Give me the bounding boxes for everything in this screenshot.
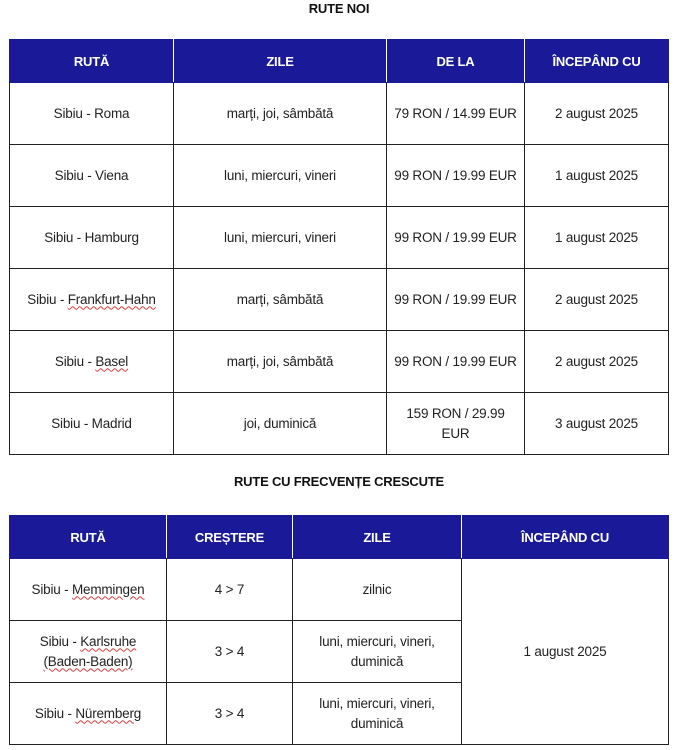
new-routes-table	[9, 39, 669, 455]
route-cell	[10, 559, 167, 621]
table-row	[10, 207, 669, 269]
column-header-growth: CREȘTERE	[167, 516, 293, 559]
days-cell: marți, sâmbătă	[174, 269, 387, 331]
route-destination: Karlsruhe	[80, 633, 137, 649]
start-cell: 2 august 2025	[525, 331, 669, 393]
table-row	[10, 145, 669, 207]
table-row	[10, 269, 669, 331]
price-cell: 99 RON / 19.99 EUR	[387, 145, 525, 207]
days-cell: luni, miercuri, vineri	[174, 207, 387, 269]
growth-cell: 4 > 7	[167, 559, 293, 621]
route-cell	[10, 269, 174, 331]
column-header-days: ZILE	[293, 516, 462, 559]
table-row	[10, 83, 669, 145]
route-destination: Memmingen	[71, 581, 145, 597]
route-cell: Sibiu - Viena	[10, 145, 174, 207]
start-cell: 2 august 2025	[525, 269, 669, 331]
column-header-route: RUTĂ	[10, 516, 167, 559]
route-cell: Sibiu - Roma	[10, 83, 174, 145]
column-header-price: DE LA	[387, 40, 525, 83]
column-header-route: RUTĂ	[10, 40, 174, 83]
table-row	[10, 559, 669, 621]
start-cell: 2 august 2025	[525, 83, 669, 145]
table-header-row	[10, 40, 669, 83]
growth-cell: 3 > 4	[167, 683, 293, 745]
route-cell	[10, 331, 174, 393]
route-destination-suffix: (Baden-Baden)	[43, 653, 133, 669]
days-cell: luni, miercuri, vineri, duminică	[293, 621, 462, 683]
price-cell: 99 RON / 19.99 EUR	[387, 269, 525, 331]
route-destination: Basel	[95, 353, 129, 369]
section-title-new-routes: RUTE NOI	[308, 1, 370, 16]
price-cell: 99 RON / 19.99 EUR	[387, 331, 525, 393]
route-prefix: Sibiu -	[27, 291, 68, 307]
section-title-increased-frequency: RUTE CU FRECVENȚE CRESCUTE	[233, 474, 445, 489]
route-cell: Sibiu - Hamburg	[10, 207, 174, 269]
route-prefix: Sibiu -	[54, 353, 96, 369]
route-prefix: Sibiu -	[39, 633, 81, 649]
route-cell	[10, 621, 167, 683]
days-cell: marți, joi, sâmbătă	[174, 83, 387, 145]
route-destination: Frankfurt-Hahn	[67, 291, 156, 307]
increased-frequency-table	[9, 515, 669, 745]
table-header-row	[10, 516, 669, 559]
column-header-start: ÎNCEPÂND CU	[462, 516, 669, 559]
table-row	[10, 331, 669, 393]
days-cell: joi, duminică	[174, 393, 387, 455]
route-prefix: Sibiu -	[34, 705, 76, 721]
days-cell: luni, miercuri, vineri, duminică	[293, 683, 462, 745]
table-row	[10, 393, 669, 455]
route-cell	[10, 683, 167, 745]
start-cell-merged: 1 august 2025	[462, 559, 669, 745]
price-cell: 79 RON / 14.99 EUR	[387, 83, 525, 145]
start-cell: 3 august 2025	[525, 393, 669, 455]
price-cell: 159 RON / 29.99 EUR	[387, 393, 525, 455]
column-header-days: ZILE	[174, 40, 387, 83]
route-destination: Nüremberg	[75, 705, 142, 721]
start-cell: 1 august 2025	[525, 207, 669, 269]
price-cell: 99 RON / 19.99 EUR	[387, 207, 525, 269]
column-header-start: ÎNCEPÂND CU	[525, 40, 669, 83]
start-cell: 1 august 2025	[525, 145, 669, 207]
days-cell: marți, joi, sâmbătă	[174, 331, 387, 393]
route-prefix: Sibiu -	[31, 581, 72, 597]
days-cell: luni, miercuri, vineri	[174, 145, 387, 207]
route-cell: Sibiu - Madrid	[10, 393, 174, 455]
days-cell: zilnic	[293, 559, 462, 621]
growth-cell: 3 > 4	[167, 621, 293, 683]
